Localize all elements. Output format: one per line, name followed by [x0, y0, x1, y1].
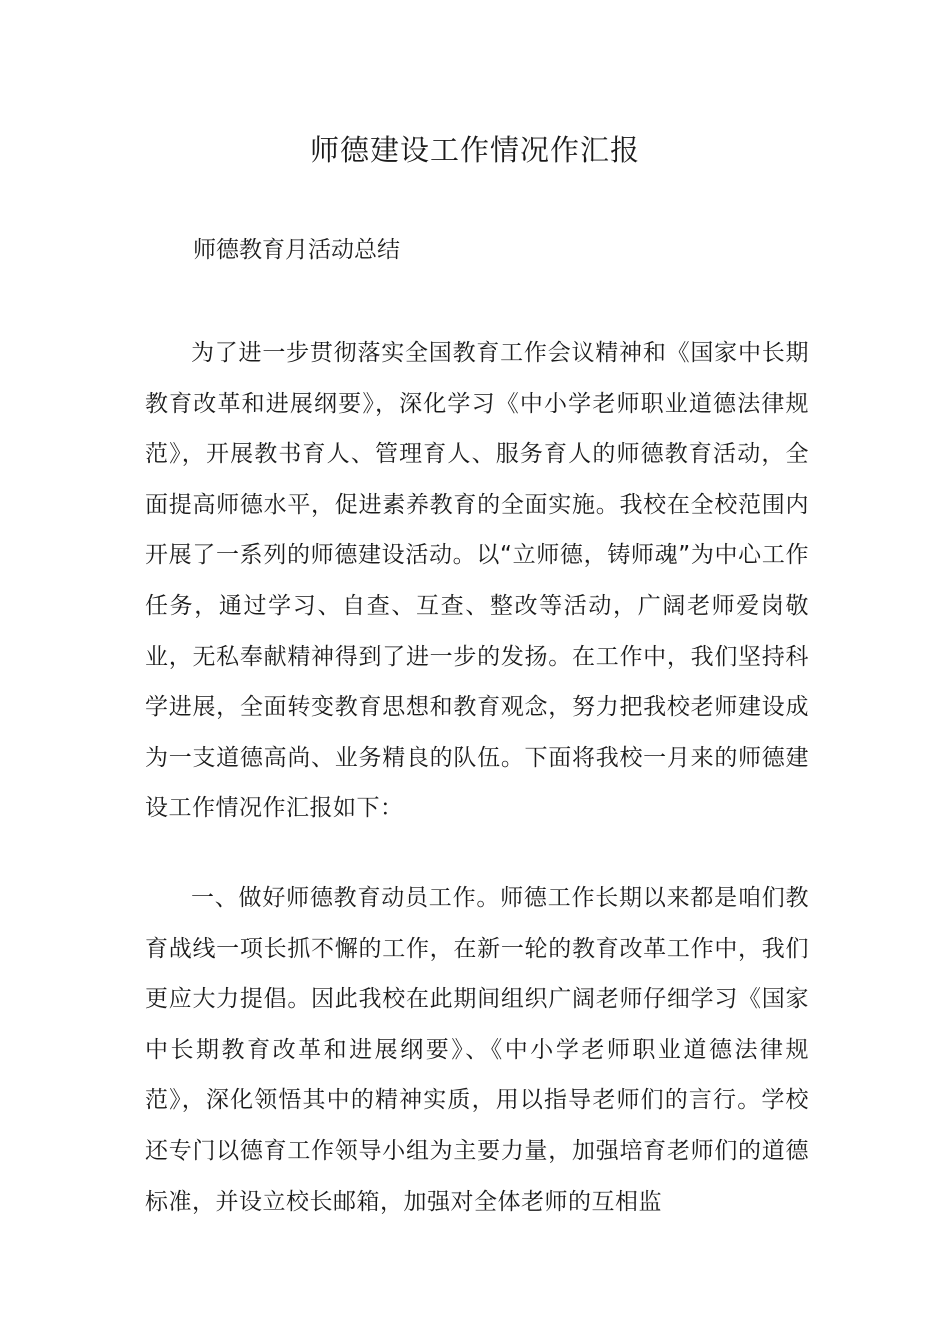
document-title: 师德建设工作情况作汇报: [309, 133, 640, 167]
document-subtitle: 师德教育月活动总结: [193, 237, 400, 263]
paragraph-section-one: 一、做好师德教育动员工作。师德工作长期以来都是咱们教育战线一项长抓不懈的工作，在新一轮的教育改革工作中，我们更应大力提倡。因此我校在此期间组织广阔老师仔细学习《国家中长期教育改革和进展纲要》、《中小学老师职业道德法律规范》，深化领悟其中的精神实质，用以指导老师们的言行。学校还专门以德育工作领导小组为主要力量，加强培育老师们的道德标准，并设立校长邮箱，加强对全体老师的互相监: [145, 885, 809, 1215]
paragraph-intro: 为了进一步贯彻落实全国教育工作会议精神和《国家中长期教育改革和进展纲要》，深化学习《中小学老师职业道德法律规范》，开展教书育人、管理育人、服务育人的师德教育活动，全面提高师德水平，促进素养教育的全面实施。我校在全校范围内开展了一系列的师德建设活动。以“立师德，铸师魂”为中心工作任务，通过学习、自查、互查、整改等活动，广阔老师爱岗敬业，无私奉献精神得到了进一步的发扬。在工作中，我们坚持科学进展，全面转变教育思想和教育观念，努力把我校老师建设成为一支道德高尚、业务精良的队伍。下面将我校一月来的师德建设工作情况作汇报如下：: [145, 340, 809, 822]
